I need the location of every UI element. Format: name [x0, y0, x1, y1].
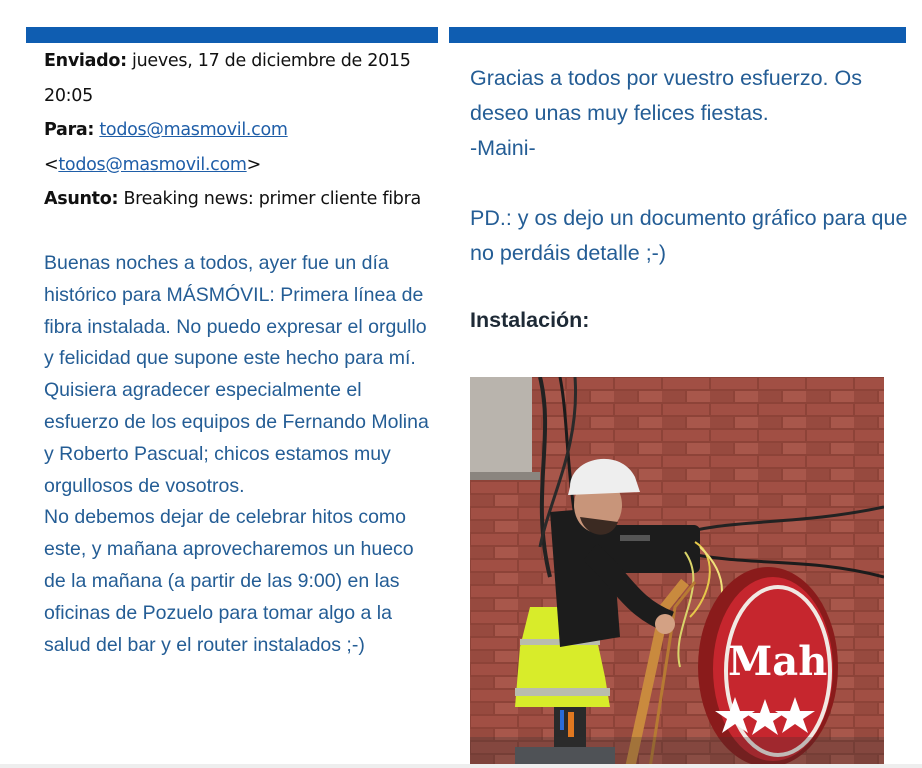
header-bar-right	[449, 27, 906, 43]
header-bar-left	[26, 27, 438, 43]
sent-row	[44, 44, 424, 79]
sent-time: 20:05	[44, 85, 93, 106]
body-paragraph-2: No debemos dejar de celebrar hitos como este, y mañana aprovecharemos un hueco de la mañana (a partir de las 9:00) en las oficinas de Pozuelo para tomar algo a la salud del bar y el router instalados ;-)	[44, 506, 414, 656]
to-row	[44, 113, 424, 148]
installation-photo	[470, 377, 884, 768]
to-row-bracketed: <todos@masmovil.com>	[44, 154, 262, 175]
email-header	[44, 44, 424, 217]
to-label: Para:	[44, 120, 95, 140]
subject-value: Breaking news: primer cliente fibra	[123, 189, 421, 209]
body-paragraph-1: Buenas noches a todos, ayer fue un día histórico para MÁSMÓVIL: Primera línea de fibra instalada. No puedo expresar el orgullo y felicidad que supone este hecho para mí. Quisiera agradecer especialmente el esfuerzo de los equipos de Fernando Molina y Roberto Pascual; chicos estamos muy orgullosos de vosotros.	[44, 252, 429, 497]
bottom-strip	[0, 764, 922, 768]
sent-label: Enviado:	[44, 51, 127, 71]
email-body-left	[44, 248, 434, 661]
to-email-link[interactable]: todos@masmovil.com	[99, 120, 288, 140]
sign-text: Mah	[728, 638, 828, 685]
ps-text: PD.: y os dejo un documento gráfico para que no perdáis detalle ;-)	[470, 206, 908, 265]
email-body-right	[470, 61, 910, 271]
thanks-text: Gracias a todos por vuestro esfuerzo. Os deseo unas muy felices fiestas.	[470, 66, 862, 125]
to-email-link-bracketed[interactable]: todos@masmovil.com	[58, 154, 247, 175]
subject-label: Asunto:	[44, 189, 119, 209]
signature: -Maini-	[470, 136, 536, 160]
spacer	[470, 166, 910, 201]
install-heading: Instalación:	[470, 308, 590, 332]
sent-value: jueves, 17 de diciembre de 2015	[132, 51, 411, 71]
subject-row	[44, 182, 424, 217]
